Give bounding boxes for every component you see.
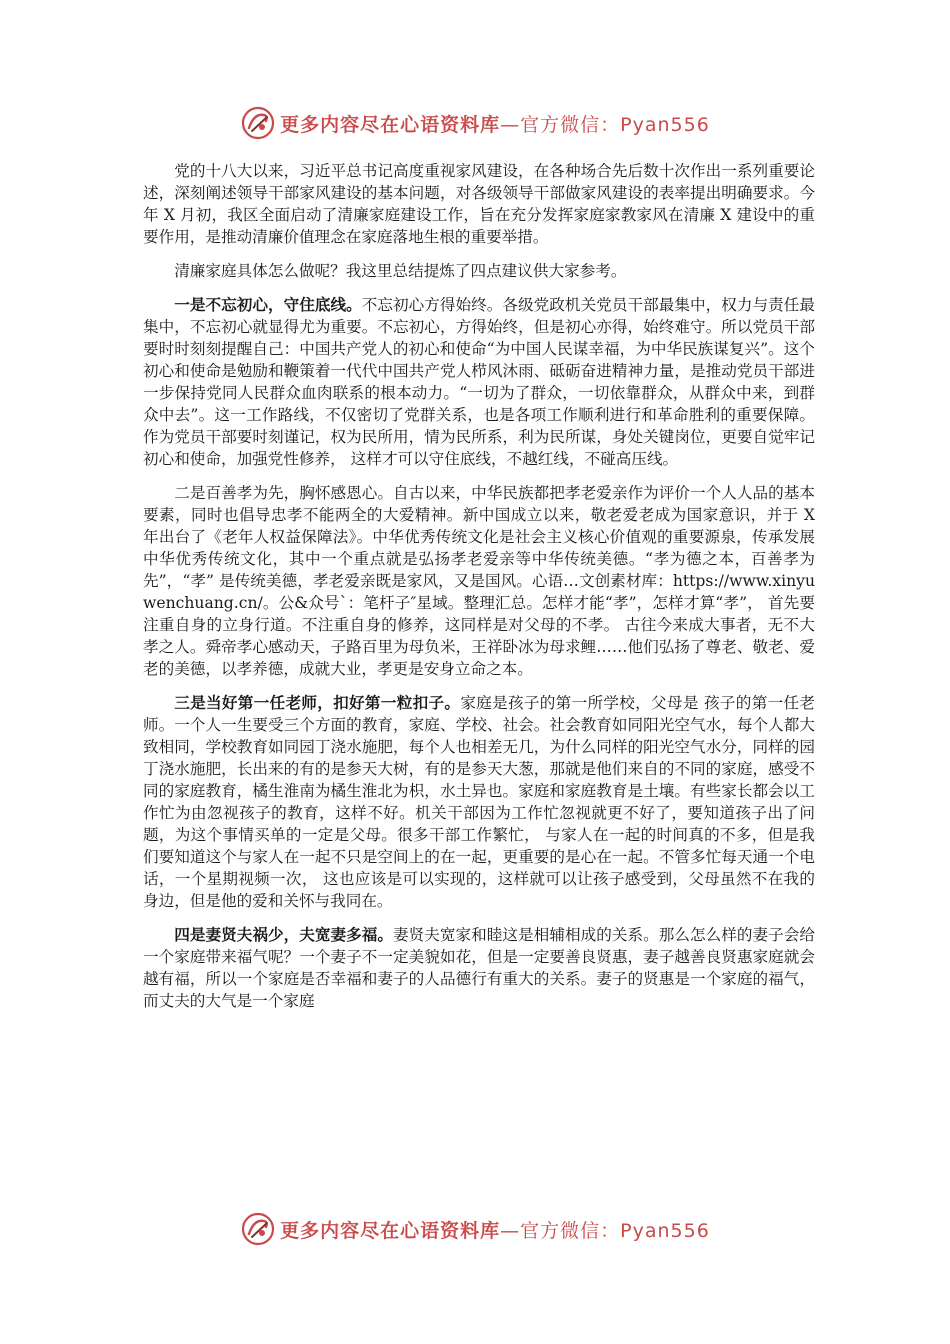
- paragraph-overview: 清廉家庭具体怎么做呢？我这里总结提炼了四点建议供大家参考。: [174, 262, 627, 280]
- paragraph-point-three: 三是当好第一任老师，扣好第一粒扣子。家庭是孩子的第一所学校，父母是 孩子的第一任老师。一个人一生要受三个方面的教育，家庭、学校、社会。社会教育如同阳光空气水，每个人都大致相同，学校教育如同园丁浇水施肥，每个人也相差无几，为什么同样的阳光空气水分，同样的园丁浇水施肥，长出来的有的是参天大树，有的是参天大葱，那就是他们来自的不同的家庭，感受不同的家庭教育，橘生淮南为橘生淮北为枳，水土异也。家庭和家庭教育是土壤。有些家长都会以工作忙为由忽视孩子的教育，这样不好。机关干部因为工作忙忽视就更不好了，要知道孩子出了问题，为这个事情买单的一定是父母。很多干部工作繁忙， 与家人在一起的时间真的不多，但是我们要知道这个与家人在一起不只是空间上的在一起，更重要的是心在一起。不管多忙每天通一个电话，一个星期视频一次， 这也应该是可以实现的，这样就可以让孩子感受到，父母虽然不在我的身边，但是他的爱和关怀与我同在。: [143, 693, 815, 910]
- header-banner: [0, 103, 950, 143]
- point-one-heading: 一是不忘初心，守住底线。: [174, 295, 362, 314]
- point-four-heading: 四是妻贤夫祸少，夫宽妻多福。: [174, 925, 394, 944]
- point-three-heading: 三是当好第一任老师，扣好第一粒扣子。: [174, 693, 461, 712]
- paragraph-intro: 党的十八大以来，习近平总书记高度重视家风建设，在各种场合先后数十次作出一系列重要论述，深刻阐述领导干部家风建设的基本问题，对各级领导干部做家风建设的表率提出明确要求。今年 X 月初，我区全面启动了清廉家庭建设工作，旨在充分发挥家庭家教家风在清廉 X 建设中的重要作用，是推动清廉价值理念在家庭落地生根的重要举措。: [143, 162, 815, 246]
- paragraph-point-four: 四是妻贤夫祸少，夫宽妻多福。妻贤夫宽家和睦这是相辅相成的关系。那么怎么样的妻子会给一个家庭带来福气呢？一个妻子不一定美貌如花，但是一定要善良贤惠，妻子越善良贤惠家庭就会越有福，所以一个家庭是否幸福和妻子的人品德行有重大的关系。妻子的贤惠是一个家庭的福气，而丈夫的大气是一个家庭: [143, 925, 815, 1010]
- paragraph-point-two: 二是百善孝为先，胸怀感恩心。自古以来，中华民族都把孝老爱亲作为评价一个人人品的基本要素，同时也倡导忠孝不能两全的大爱精神。新中国成立以来，敬老爱老成为国家意识，并于 X 年出台了《老年人权益保障法》。中华优秀传统文化是社会主义核心价值观的重要源泉，传承发展中华优秀传统文化，其中一个重点就是弘扬孝老爱亲等中华传统美德。“孝为德之本，百善孝为先”，“孝” 是传统美德，孝老爱亲既是家风，又是国风。心语…文创素材库：https://www.xinyuwenchuang.cn/。公&众号`：笔杆子″星域。整理汇总。怎样才能“孝”，怎样才算“孝”， 首先要注重自身的立身行道。不注重自身的修养，这同样是对父母的不孝。 古往今来成大事者，无不大孝之人。舜帝孝心感动天，子路百里为母负米，王祥卧冰为母求鲤……他们弘扬了尊老、敬老、爱老的美德，以孝养德，成就大业，孝更是安身立命之本。: [143, 484, 815, 678]
- paragraph-point-one: 一是不忘初心，守住底线。不忘初心方得始终。各级党政机关党员干部最集中，权力与责任最集中，不忘初心就显得尤为重要。不忘初心，方得始终，但是初心亦得，始终难守。所以党员干部要时时刻刻提醒自己：中国共产党人的初心和使命“为中国人民谋幸福，为中华民族谋复兴”。这个初心和使命是勉励和鞭策着一代代中国共产党人栉风沐雨、砥砺奋进精神力量，是推动党员干部进一步保持党同人民群众血肉联系的根本动力。“一切为了群众，一切依靠群众，从群众中来，到群众中去”。这一工作路线，不仅密切了党群关系，也是各项工作顺利进行和革命胜利的重要保障。作为党员干部要时刻谨记，权为民所用，情为民所系，利为民所谋，身处关键岗位，更要自觉牢记初心和使命，加强党性修养， 这样才可以守住底线，不越红线，不碰高压线。: [143, 295, 815, 468]
- footer-banner-text: 更多内容尽在心语资料库—官方微信：Pyan556: [280, 1219, 710, 1242]
- footer-banner: [0, 1209, 950, 1249]
- header-banner-text: 更多内容尽在心语资料库—官方微信：Pyan556: [280, 113, 710, 136]
- document-body: [143, 160, 815, 1024]
- seal-logo-icon: [240, 1211, 276, 1247]
- seal-logo-icon: [240, 105, 276, 141]
